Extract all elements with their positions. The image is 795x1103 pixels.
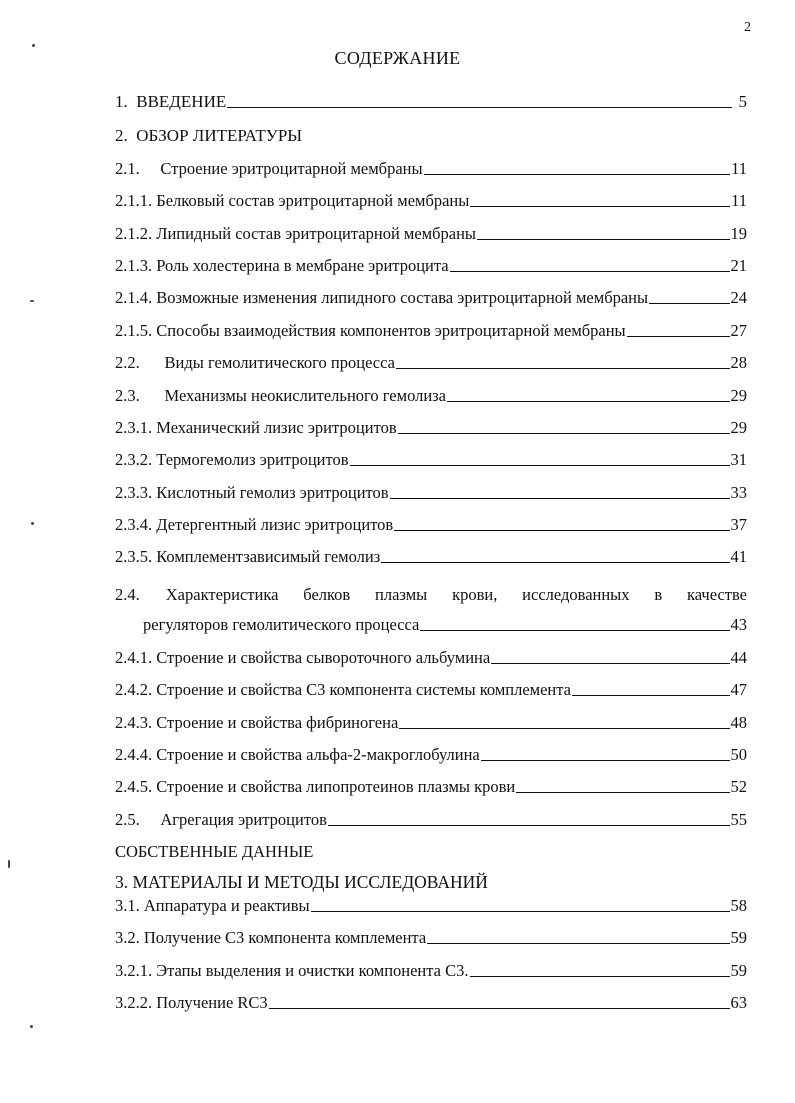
toc-leader-line [470,976,730,977]
toc-entry-number: 2.4.2. [115,680,157,700]
toc-entry-number: 2.3.4. [115,515,157,535]
toc-entry [115,668,747,700]
scan-speck [30,300,34,302]
toc-entry-number: 3.1. [115,895,144,915]
toc-entry-page: 48 [730,712,747,732]
toc-entry [115,341,747,373]
toc-entry-number: 2.1.3. [115,255,157,275]
toc-entry-title: Виды гемолитического процесса [164,353,395,373]
toc-entry [115,503,747,535]
toc-entry-page: 37 [730,515,747,535]
toc-entry [115,470,747,502]
toc-leader-line [328,825,730,826]
toc-entry [115,733,747,765]
toc-entry-number: 2.4.1. [115,647,157,667]
toc-entry-title: Строение эритроцитарной мембраны [160,158,423,178]
toc-leader-line [381,562,729,563]
toc-leader-line [350,465,730,466]
toc-entry-page: 41 [730,547,747,567]
toc-entry-page: 24 [730,288,747,308]
toc-entry-number: 2.1.2. [115,223,157,243]
toc-entry-title: Кислотный гемолиз эритроцитов [156,482,389,502]
toc-entry-page: 5 [738,92,747,112]
toc-entry-page: 33 [730,482,747,502]
toc-entry-title: Роль холестерина в мембране эритроцита [156,255,449,275]
toc-entry-page: 11 [731,191,747,211]
toc-entry-number: 2.1.1. [115,191,157,211]
table-of-contents [115,80,747,1013]
toc-entry-page: 47 [730,680,747,700]
toc-entry-page: 43 [730,615,747,635]
toc-entry-number: 3.2.2. [115,992,157,1012]
toc-entry-number: 2.5. [115,809,161,829]
toc-entry-number: 2.4.3. [115,712,157,732]
toc-entry-page: 31 [730,450,747,470]
toc-leader-line [311,911,730,912]
toc-entry-title: Способы взаимодействия компонентов эритроцитарной мембраны [156,320,626,340]
toc-entry-number: 2.4. [115,585,140,605]
toc-entry-number: 1. [115,92,137,112]
toc-entry-page: 55 [730,809,747,829]
toc-group-proteins [115,635,747,829]
toc-entry-2-4 [115,567,747,605]
toc-leader-line [572,695,730,696]
toc-entry-title: Этапы выделения и очистки компонента С3. [156,960,469,980]
toc-leader-line [424,174,731,175]
toc-entry-title: Получение RC3 [156,992,268,1012]
toc-leader-line [394,530,729,531]
scan-speck [30,1025,33,1028]
toc-entry-number: 2.3.5. [115,547,157,567]
toc-entry-number: 3.2.1. [115,960,157,980]
toc-entry [115,244,747,276]
toc-group-materials [115,892,747,1013]
scan-speck [32,44,35,47]
toc-leader-line [269,1008,730,1009]
toc-entry-number: 2.4.4. [115,745,157,765]
toc-entry-title: ОБЗОР ЛИТЕРАТУРЫ [136,126,303,146]
page-title: СОДЕРЖАНИЕ [334,48,461,68]
toc-entry-page: 50 [730,745,747,765]
toc-entry-number: 2.3.3. [115,482,157,502]
toc-entry [115,146,747,178]
scan-speck [8,860,10,868]
section-heading: СОБСТВЕННЫЕ ДАННЫЕ [115,841,314,861]
toc-leader-line [420,630,729,631]
toc-entry-title: Возможные изменения липидного состава эритроцитарной мембраны [156,288,649,308]
toc-entry-number: 2.3. [115,385,165,405]
toc-leader-line [398,433,730,434]
toc-entry-page: 11 [731,158,747,178]
toc-entry-number: 2. [115,126,137,146]
toc-entry [115,892,747,916]
toc-entry [115,916,747,948]
toc-entry-page: 63 [730,992,747,1012]
toc-entry [115,112,747,146]
toc-entry-page: 19 [730,223,747,243]
toc-entry-number: 2.1.5. [115,320,157,340]
toc-group-literature [115,80,747,567]
toc-entry [115,308,747,340]
toc-entry-page: 59 [730,960,747,980]
toc-entry-page: 21 [730,255,747,275]
toc-leader-line [227,107,732,108]
toc-entry [115,797,747,829]
toc-leader-line [516,792,729,793]
toc-entry [115,438,747,470]
toc-leader-line [627,336,730,337]
toc-leader-line [396,368,730,369]
toc-entry-title: ВВЕДЕНИЕ [136,92,227,112]
toc-entry-title: Характеристика белков плазмы крови, исследованных в качестве [165,585,747,605]
toc-entry-title: Строение и свойства С3 компонента системы комплемента [156,680,571,700]
toc-entry [115,535,747,567]
toc-entry-number: 3.2. [115,928,144,948]
toc-entry [115,635,747,667]
toc-entry-number: 2.3.1. [115,417,157,437]
toc-entry-number: 2.1. [115,158,161,178]
toc-entry-number: 2.2. [115,353,165,373]
toc-entry-title: Белковый состав эритроцитарной мембраны [156,191,470,211]
toc-entry [115,948,747,980]
toc-entry [115,80,747,112]
toc-section-own-data [115,830,747,862]
toc-entry-title: Термогемолиз эритроцитов [156,450,349,470]
toc-entry-title: Липидный состав эритроцитарной мембраны [156,223,477,243]
toc-leader-line [399,728,729,729]
toc-entry [115,700,747,732]
toc-leader-line [470,206,730,207]
toc-entry-title: Детергентный лизис эритроцитов [156,515,394,535]
toc-leader-line [481,760,730,761]
toc-entry-number: 2.4.5. [115,777,157,797]
section-heading: 3. МАТЕРИАЛЫ И МЕТОДЫ ИССЛЕДОВАНИЙ [115,871,488,892]
toc-entry-title: Механизмы неокислительного гемолиза [164,385,447,405]
toc-entry-title: Строение и свойства фибриногена [156,712,399,732]
toc-entry [115,179,747,211]
scan-speck [31,522,34,525]
toc-entry [115,765,747,797]
toc-leader-line [427,943,729,944]
toc-entry-number: 2.1.4. [115,288,157,308]
toc-entry-title: Строение и свойства липопротеинов плазмы крови [156,777,516,797]
toc-entry-page: 52 [730,777,747,797]
toc-entry-page: 44 [730,647,747,667]
toc-leader-line [447,401,729,402]
toc-section-3 [115,862,747,892]
toc-entry-page: 29 [730,385,747,405]
toc-leader-line [649,303,729,304]
toc-entry-title: Строение и свойства сывороточного альбумина [156,647,491,667]
toc-entry-page: 59 [730,928,747,948]
toc-leader-line [450,271,730,272]
toc-leader-line [491,663,729,664]
toc-leader-line [390,498,730,499]
toc-entry [115,406,747,438]
toc-entry [115,211,747,243]
toc-entry-title: Комплементзависимый гемолиз [156,547,381,567]
toc-entry-page: 58 [730,895,747,915]
toc-leader-line [477,239,729,240]
toc-entry-page: 27 [730,320,747,340]
toc-entry-title: Аппаратура и реактивы [143,895,310,915]
toc-entry-title: Механический лизис эритроцитов [156,417,397,437]
toc-entry-2-4-continuation [115,605,747,635]
toc-entry [115,276,747,308]
toc-entry-page: 28 [730,353,747,373]
toc-entry-title: Получение С3 компонента комплемента [143,928,427,948]
toc-entry-title-continuation: регуляторов гемолитического процесса [143,615,420,635]
toc-entry-page: 29 [730,417,747,437]
toc-entry-number: 2.3.2. [115,450,157,470]
page-number: 2 [744,20,751,35]
toc-entry [115,981,747,1013]
toc-entry-title: Строение и свойства альфа-2-макроглобулина [156,745,480,765]
toc-entry-title: Агрегация эритроцитов [160,809,327,829]
toc-entry [115,373,747,405]
